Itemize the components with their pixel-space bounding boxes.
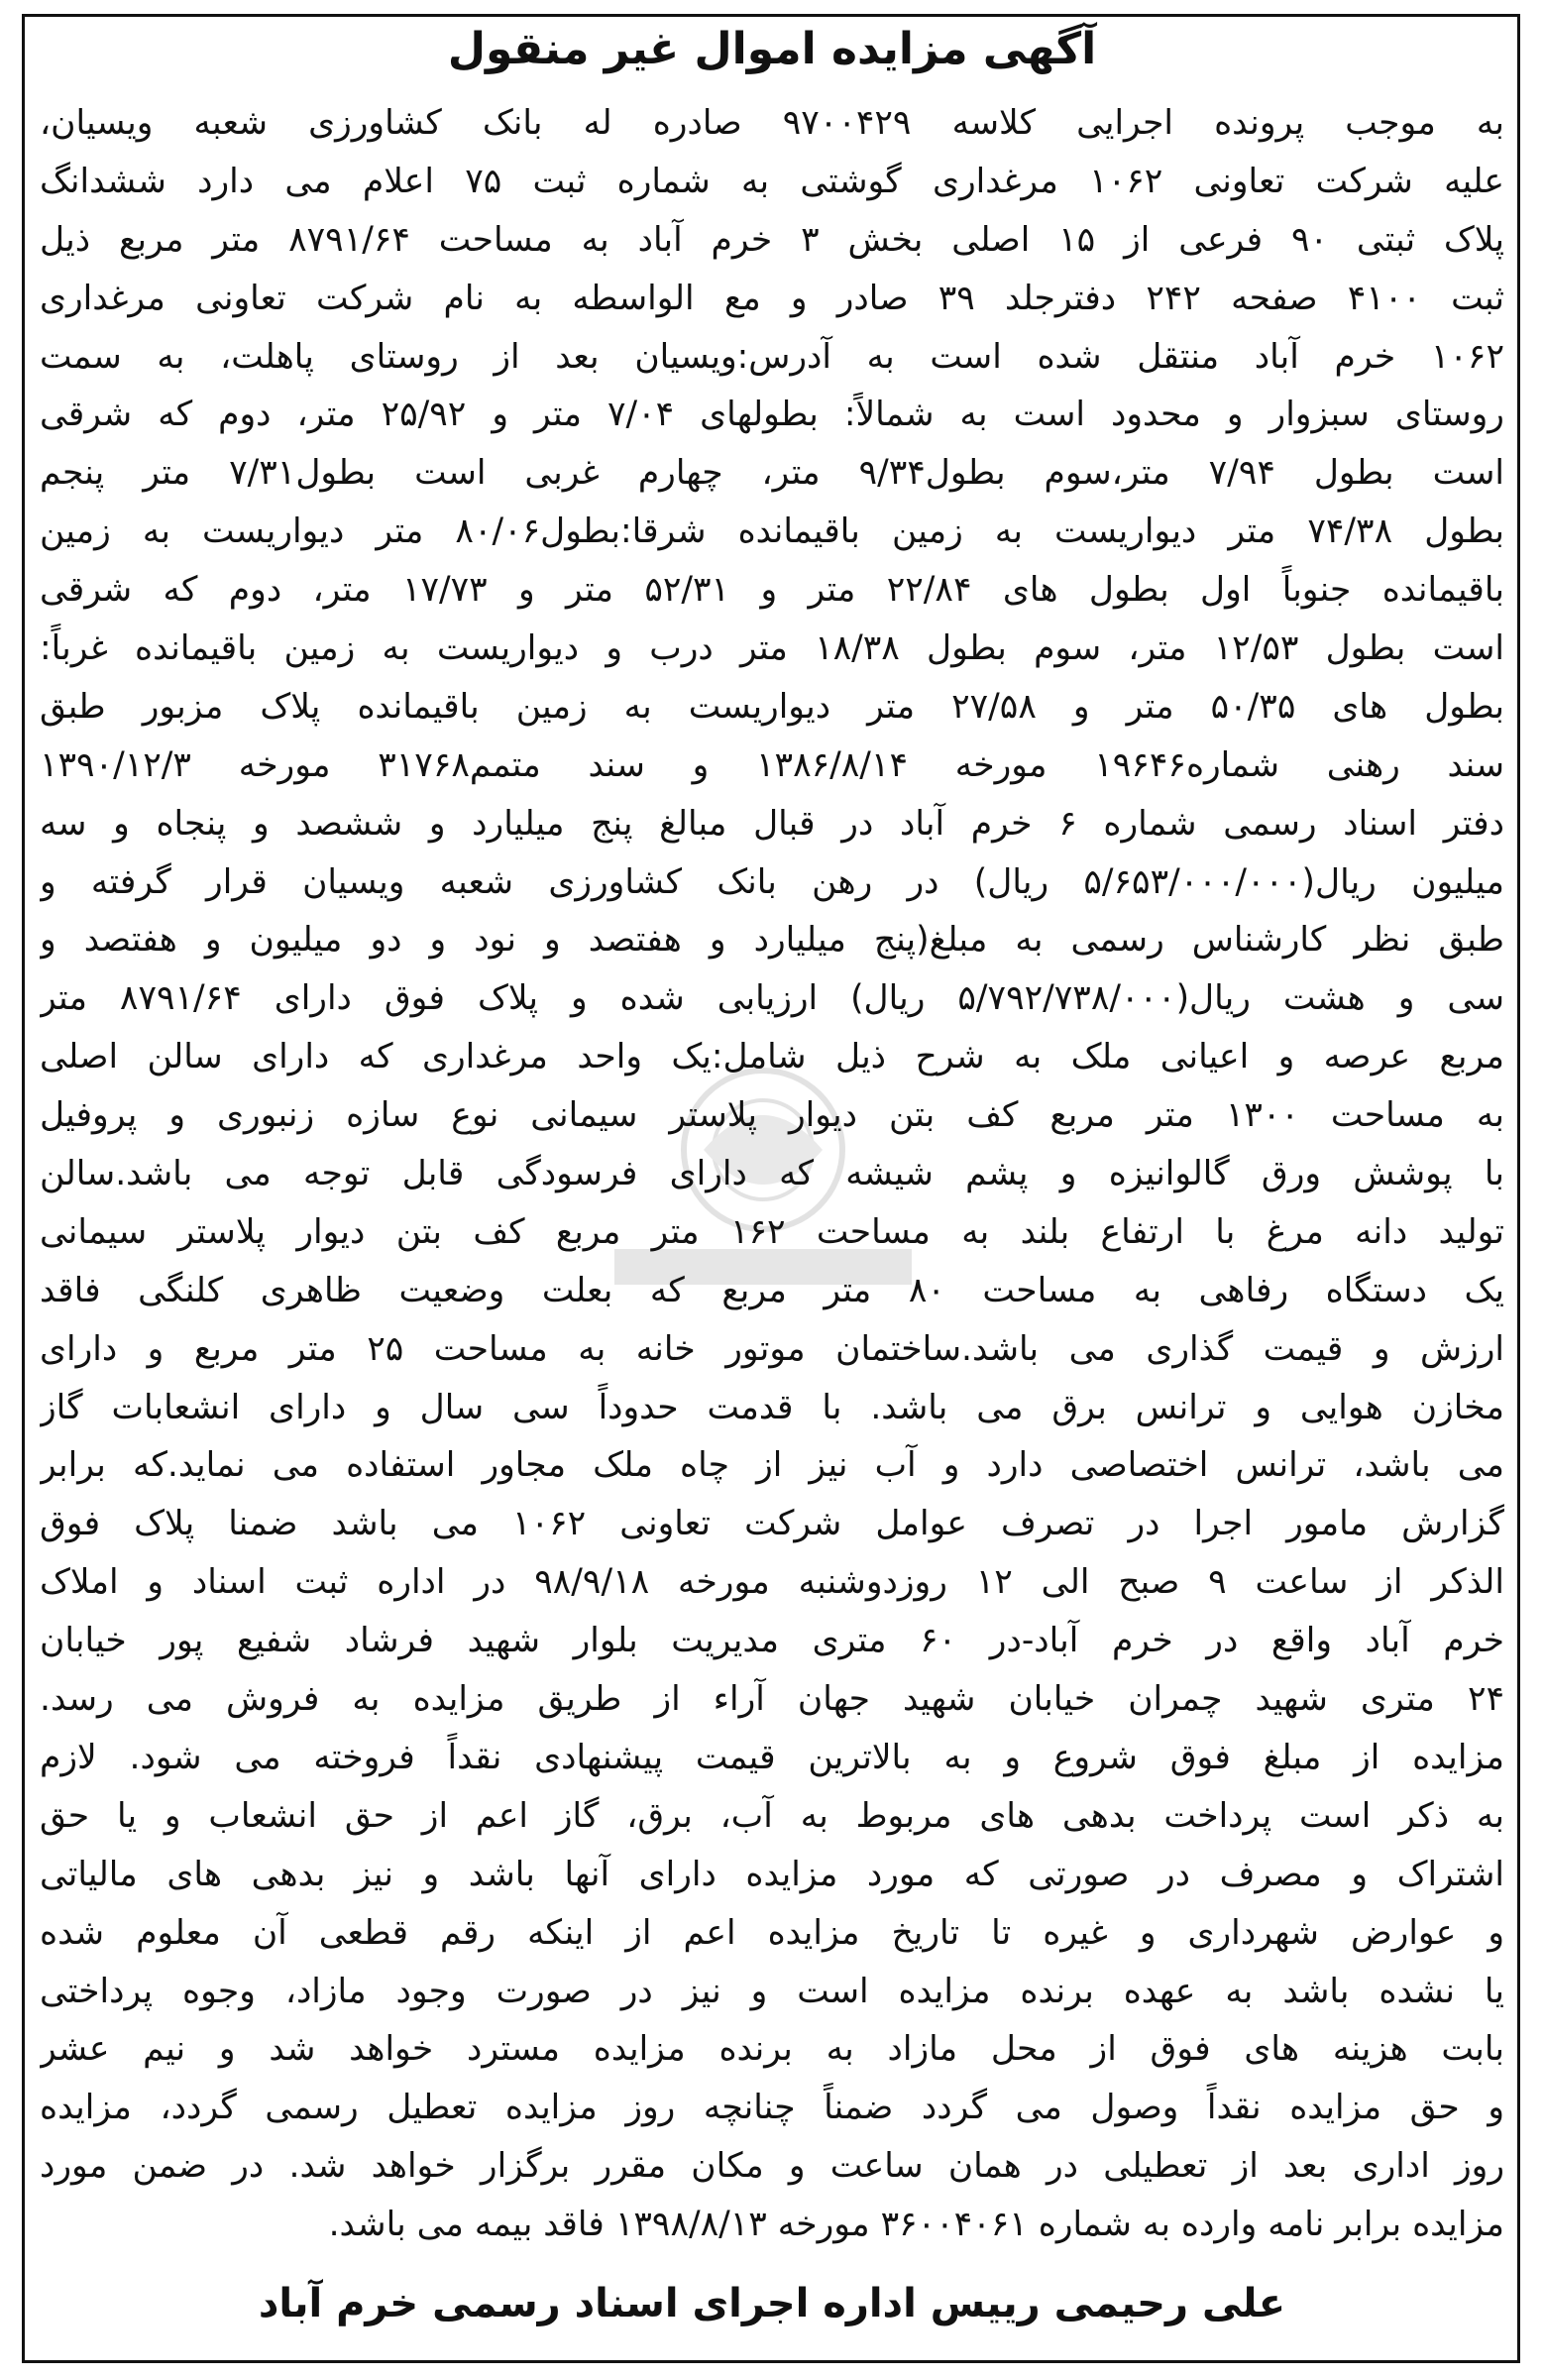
body-line: دفتر اسناد رسمی شماره ۶ خرم آباد در قبال مبالغ پنج میلیارد و ششصد و پنجاه و سه [40,803,1504,844]
body-line: یک دستگاه رفاهی به مساحت ۸۰ متر مربع که بعلت وضعیت ظاهری کلنگی فاقد [40,1270,1504,1310]
body-line: مزایده برابر نامه وارده به شماره ۳۶۰۰۴۰۶۱ مورخه ۱۳۹۸/۸/۱۳ فاقد بیمه می باشد. [328,2205,1504,2245]
body-line: به ذکر است پرداخت بدهی های مربوط به آب، برق، گاز اعم از حق انشعاب و یا حق [40,1795,1504,1836]
notice-body [40,94,1504,2254]
body-line: بطول ۷۴/۳۸ متر دیواریست به زمین باقیمانده شرقا:بطول۸۰/۰۶ متر دیواریست به زمین [40,511,1504,552]
body-line: ۱۰۶۲ خرم آباد منتقل شده است به آدرس:ویسیان بعد از روستای پاهلت، به سمت [40,336,1504,377]
body-line: تولید دانه مرغ با ارتفاع بلند به مساحت ۱۶۲ متر مربع کف بتن دیوار پلاستر سیمانی [40,1211,1504,1252]
body-line: علیه شرکت تعاونی ۱۰۶۲ مرغداری گوشتی به شماره ثبت ۷۵ اعلام می دارد ششدانگ [40,161,1504,201]
body-line: اشتراک و مصرف در صورتی که مورد مزایده دارای آنها باشد و نیز بدهی های مالیاتی [40,1854,1504,1894]
body-line: و حق مزایده نقداً وصول می گردد ضمناً چنانچه روز مزایده تعطیل رسمی گردد، مزایده [40,2088,1504,2128]
body-line: است بطول ۱۲/۵۳ متر، سوم بطول ۱۸/۳۸ متر درب و دیواریست به زمین باقیمانده غرباً: [40,628,1504,669]
body-line: خرم آباد واقع در خرم آباد-در ۶۰ متری مدیریت بلوار شهید فرشاد شفیع پور خیابان [40,1621,1504,1661]
body-line: بابت هزینه های فوق از محل مازاد به برنده مزایده مسترد خواهد شد و نیم عشر [40,2029,1504,2070]
body-line: گزارش مامور اجرا در تصرف عوامل شرکت تعاونی ۱۰۶۲ می باشد ضمنا پلاک فوق [40,1504,1504,1544]
body-line: الذکر از ساعت ۹ صبح الی ۱۲ روزدوشنبه مورخه ۹۸/۹/۱۸ در اداره ثبت اسناد و املاک [40,1562,1504,1603]
body-line: بطول های ۵۰/۳۵ متر و ۲۷/۵۸ متر دیواریست به زمین باقیمانده پلاک مزبور طبق [40,686,1504,727]
body-line: سند رهنی شماره۱۹۶۴۶ مورخه ۱۳۸۶/۸/۱۴ و سند متمم۳۱۷۶۸ مورخه ۱۳۹۰/۱۲/۳ [40,744,1504,785]
body-line: مربع عرصه و اعیانی ملک به شرح ذیل شامل:یک واحد مرغداری که دارای سالن اصلی [40,1037,1504,1077]
body-line: به مساحت ۱۳۰۰ متر مربع کف بتن دیوار پلاستر سیمانی نوع سازه زنبوری و پروفیل [40,1095,1504,1136]
body-line: ثبت ۴۱۰۰ صفحه ۲۴۲ دفترجلد ۳۹ صادر و مع الواسطه به نام شرکت تعاونی مرغداری [40,278,1504,318]
body-line: سی و هشت ریال(۵/۷۹۲/۷۳۸/۰۰۰ ریال) ارزیابی شده و پلاک فوق دارای ۸۷۹۱/۶۴ متر [40,978,1504,1019]
body-line: مخازن هوایی و ترانس برق می باشد. با قدمت حدوداً سی سال و دارای انشعابات گاز [40,1387,1504,1427]
body-line: طبق نظر کارشناس رسمی به مبلغ(پنج میلیارد و هفتصد و نود و دو میلیون و هفتصد و [40,920,1504,961]
body-line: مزایده از مبلغ فوق شروع و به بالاترین قیمت پیشنهادی نقداً فروخته می شود. لازم [40,1737,1504,1777]
body-line: باقیمانده جنوباً اول بطول های ۲۲/۸۴ متر و ۵۲/۳۱ متر و ۱۷/۷۳ متر، دوم که شرقی [40,570,1504,611]
body-line: به موجب پرونده اجرایی کلاسه ۹۷۰۰۴۲۹ صادره له بانک کشاورزی شعبه ویسیان، [40,103,1504,143]
body-line: روز اداری بعد از تعطیلی در همان ساعت و مکان مقرر برگزار خواهد شد. در ضمن مورد [40,2146,1504,2187]
body-line: پلاک ثبتی ۹۰ فرعی از ۱۵ اصلی بخش ۳ خرم آباد به مساحت ۸۷۹۱/۶۴ متر مربع ذیل [40,219,1504,260]
body-line: و عوارض شهرداری و غیره تا تاریخ مزایده اعم از اینکه رقم قطعی آن معلوم شده [40,1912,1504,1953]
body-line: است بطول ۷/۹۴ متر،سوم بطول۹/۳۴ متر، چهارم غربی است بطول۷/۳۱ متر پنجم [40,453,1504,494]
notice-title: آگهی مزایده اموال غیر منقول [447,24,1097,74]
body-line: یا نشده باشد به عهده برنده مزایده است و نیز در صورت وجود مازاد، وجوه پرداختی [40,1971,1504,2011]
body-line: با پوشش ورق گالوانیزه و پشم شیشه که دارای فرسودگی قابل توجه می باشد.سالن [40,1154,1504,1194]
signature-line: علی رحیمی رییس اداره اجرای اسناد رسمی خرم آباد [258,2281,1286,2326]
body-line: ۲۴ متری شهید چمران خیابان شهید جهان آراء از طریق مزایده به فروش می رسد. [40,1679,1504,1720]
body-line: روستای سبزوار و محدود است به شمالاً: بطولهای ۷/۰۴ متر و ۲۵/۹۲ متر، دوم که شرقی [40,395,1504,435]
body-line: ارزش و قیمت گذاری می باشد.ساختمان موتور خانه به مساحت ۲۵ متر مربع و دارای [40,1328,1504,1369]
body-line: می باشد، ترانس اختصاصی دارد و آب نیز از چاه ملک مجاور استفاده می نماید.که برابر [40,1445,1504,1486]
body-line: میلیون ریال(۵/۶۵۳/۰۰۰/۰۰۰ ریال) در رهن بانک کشاورزی شعبه ویسیان قرار گرفته و [40,861,1504,902]
